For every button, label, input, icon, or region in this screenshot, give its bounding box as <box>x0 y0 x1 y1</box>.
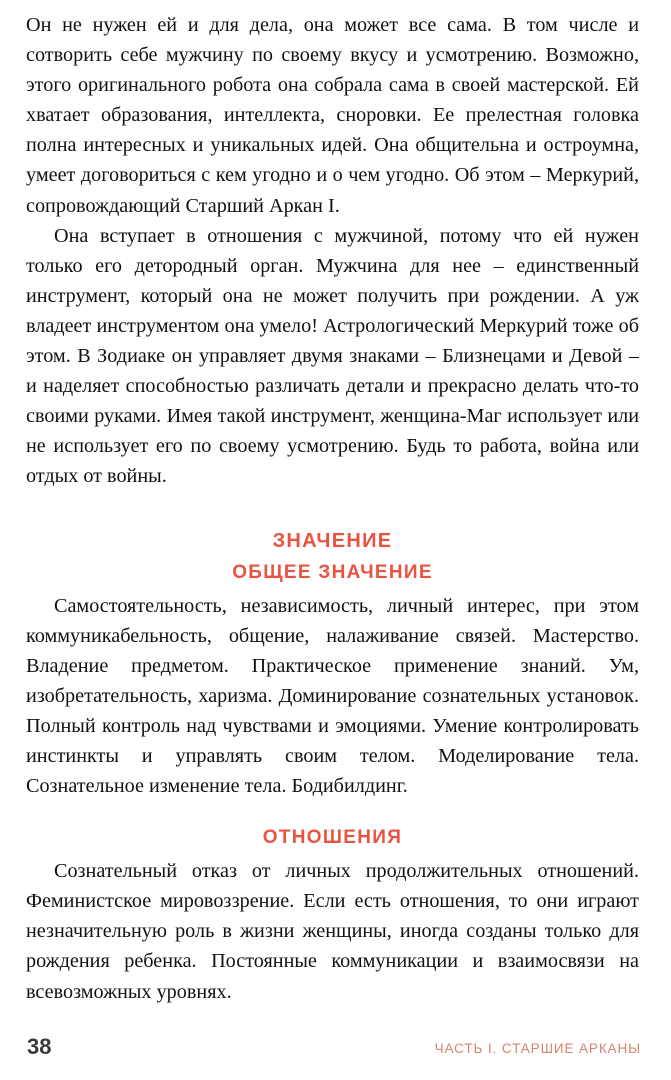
heading-general-meaning: ОБЩЕЕ ЗНАЧЕНИЕ <box>232 561 433 583</box>
paragraph-relationships: Сознательный отказ от личных продолжительных отношений. Феминистское мировоззрение. Если есть отношения, то они играют незначительную роль в жизни женщины, иногда созданы только для рождения ребенка. Постоянные коммуникации и взаимосвязи на всевозможных уровнях. <box>26 860 639 1003</box>
paragraph-continuation: Он не нужен ей и для дела, она может все сама. В том числе и сотворить себе мужчину по своему вкусу и усмотрению. Возможно, этого оригинального робота она собрала сама в своей мастерской. Ей хватает образования, интеллекта, сноровки. Ее прелестная головка полна интересных и уникальных идей. Она общительна и остроумна, умеет договориться с кем угодно и о чем угодно. Об этом – Меркурий, сопровождающий Старший Аркан I. <box>26 14 639 217</box>
paragraph-relationship-instrument: Она вступает в отношения с мужчиной, потому что ей нужен только его детородный орган. Мужчина для нее – единственный инструмент, который она не может получить при рождении. А уж владеет инструментом она умело! Астрологический Меркурий тоже об этом. В Зодиаке он управляет двумя знаками – Близнецами и Девой – и наделяет способностью различать детали и прекрасно делать что-то своими руками. Имея такой инструмент, женщина-Маг использует или не использует его по своему усмотрению. Будь то работа, война или отдых от войны. <box>26 224 639 488</box>
footer-section-label: ЧАСТЬ I. СТАРШИЕ АРКАНЫ <box>434 1041 641 1056</box>
paragraph-general-meaning: Самостоятельность, независимость, личный интерес, при этом коммуникабельность, общение, налаживание связей. Мастерство. Владение предметом. Практическое применение знаний. Ум, изобретательность, харизма. Доминирование сознательных установок. Полный контроль над чувствами и эмоциями. Умение контролировать инстинкты и управлять своим телом. Моделирование тела. Сознательное изменение тела. Бодибилдинг. <box>26 594 639 798</box>
heading-relationships: ОТНОШЕНИЯ <box>262 827 403 849</box>
heading-meaning: ЗНАЧЕНИЕ <box>272 529 393 552</box>
page-footer <box>0 1020 671 1080</box>
page-number: 38 <box>27 1034 52 1059</box>
